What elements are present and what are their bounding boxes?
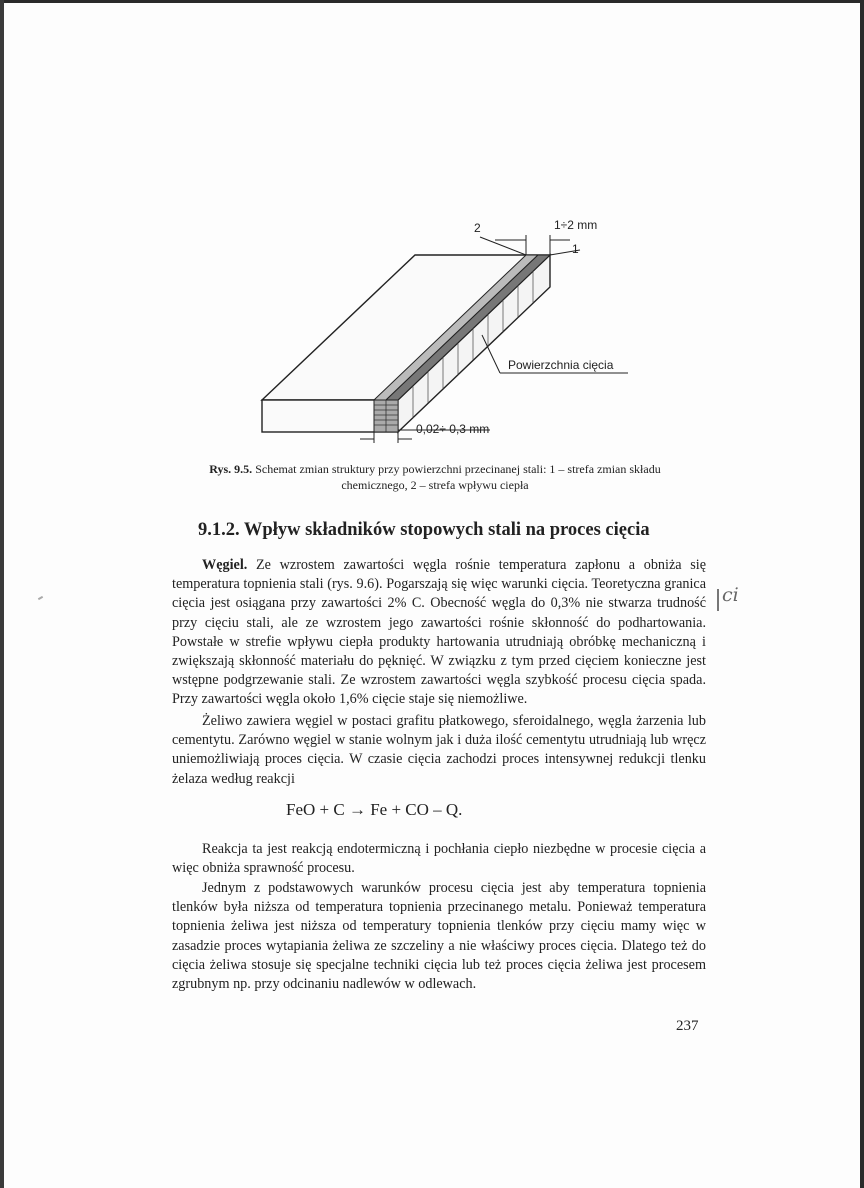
caption-prefix: Rys. 9.5. (209, 462, 253, 476)
figure-label-bottom-dimension: 0,02÷ 0,3 mm (416, 422, 490, 436)
paragraph-lead-carbon: Węgiel. (202, 557, 248, 573)
paragraph-carbon-text: Ze wzrostem zawartości węgla rośnie temperatura zapłonu a obniża się temperatura topnienia stali (rys. 9.6). Pogarszają się więc warunki cięcia. Teoretyczna granica cięcia jest osiągana przy zawartości 2% C. Obecność węgla do 0,3% nie stwarza trudność przy cięciu stali, ale ze wzrostem jego zawartości rośnie skłonność do podhartowania. Powstałe w strefie wpływu ciepła produkty hartowania utrudniają obróbkę mechaniczną i zwiększają skłonność materiału do pęknięć. W związku z tym przed cięciem konieczne jest wstępne podgrzewanie stali. Ze wzrostem zawartości węgla szybkość procesu cięcia spada. Przy zawartości węgla około 1,6% cięcie staje się niemożliwe. (172, 557, 706, 708)
reaction-equation: FeO + C → Fe + CO – Q. (286, 800, 463, 819)
scan-left-edge (0, 0, 4, 1188)
paragraph-cast-iron: Żeliwo zawiera węgiel w postaci grafitu płatkowego, sferoidalnego, węgla żarzenia lub cementytu. Zarówno węgiel w stanie wolnym jak i duża ilość cementytu utrudniają lub wręcz uniemożliwiają proces cięcia. W czasie cięcia zachodzi proces intensywnej redukcji tlenku żelaza według reakcji (172, 713, 706, 787)
handwritten-margin-note: ci (722, 584, 739, 606)
figure-label-2: 2 (474, 221, 481, 235)
scan-top-edge (0, 0, 864, 3)
paragraph-conditions: Jednym z podstawowych warunków procesu cięcia jest aby temperatura topnienia tlenków była niższa od temperatura topnienia przecinanego metalu. Ponieważ temperatura topnienia żeliwa jest niższa od temperatury topnienia tlenków przy cięciu mamy więc w zasadzie proces wytapiania żeliwa ze szczeliny a nie właściwy proces cięcia. Dlatego też do cięcia żeliwa stosuje się specjalne techniki cięcia lub też proces cięcia żeliwa jest procesem zgrubnym np. przy odcinaniu nadlewów w odlewach. (172, 880, 706, 993)
paragraph-carbon (172, 556, 706, 710)
paragraph-reaction: Reakcja ta jest reakcją endotermiczną i pochłania ciepło niezbędne w procesie cięcia a więc obniża sprawność procesu. (172, 841, 706, 877)
figure-label-surface: Powierzchnia cięcia (508, 358, 614, 372)
cut-surface-diagram (250, 215, 650, 455)
scan-right-edge (860, 0, 864, 1188)
page-number: 237 (676, 1018, 699, 1034)
figure-label-top-dimension: 1÷2 mm (554, 218, 598, 232)
figure-caption (190, 461, 680, 493)
caption-text: Schemat zmian struktury przy powierzchni przecinanej stali: 1 – strefa zmian składu chemicznego, 2 – strefa wpływu ciepła (255, 462, 661, 492)
section-heading: 9.1.2. Wpływ składników stopowych stali na proces cięcia (198, 520, 650, 540)
scan-speck (38, 596, 43, 600)
figure-label-1: 1 (572, 242, 579, 256)
